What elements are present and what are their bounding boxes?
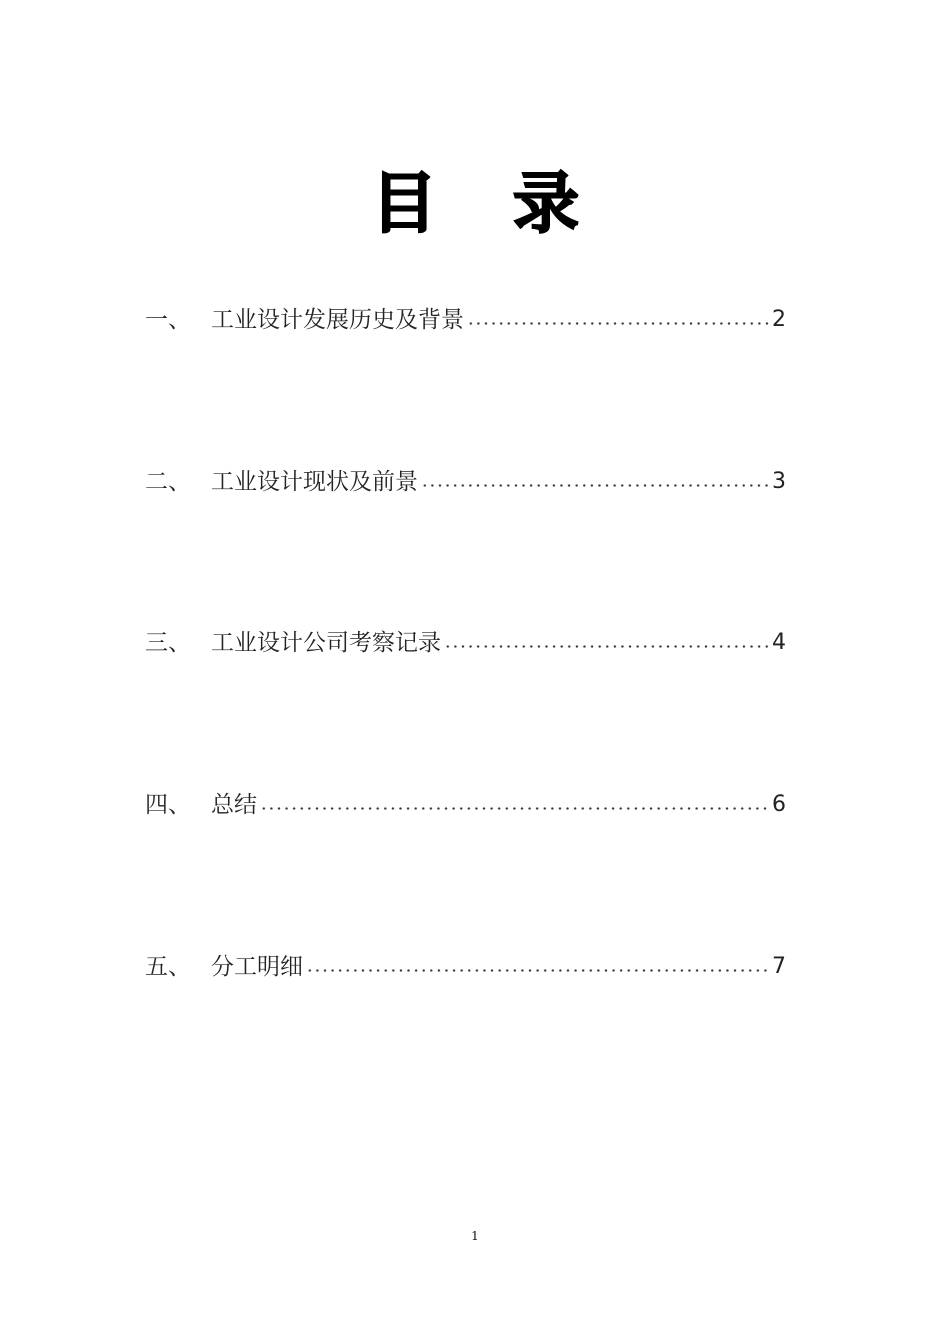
toc-entry-title: 工业设计现状及前景 (211, 469, 418, 495)
toc-leader-dots (465, 300, 771, 340)
toc-entry-title: 工业设计发展历史及背景 (211, 307, 464, 333)
toc-entry-2[interactable] (145, 462, 786, 502)
toc-entry-number: 一、 (145, 307, 191, 333)
page-title (0, 150, 950, 245)
toc-entry-number: 三、 (145, 630, 191, 656)
toc-leader-dots (258, 785, 771, 825)
toc-entry-page: 2 (772, 307, 786, 332)
toc-entry-page: 7 (772, 954, 786, 979)
toc-entry-3[interactable] (145, 623, 786, 663)
toc-entry-number: 五、 (145, 954, 191, 980)
toc-entry-title: 分工明细 (211, 954, 303, 980)
toc-leader-dots (419, 462, 771, 502)
title-char-2: 录 (513, 165, 579, 242)
toc-entry-4[interactable] (145, 785, 786, 825)
toc-entry-number: 四、 (145, 792, 191, 818)
page-number: 1 (471, 1229, 479, 1243)
title-char-1: 目 (371, 165, 437, 242)
toc-entry-title: 总结 (211, 792, 257, 818)
toc-leader-dots (304, 947, 771, 987)
toc-entry-5[interactable] (145, 947, 786, 987)
toc-entry-1[interactable] (145, 300, 786, 340)
toc-leader-dots (442, 623, 771, 663)
toc-entry-number: 二、 (145, 469, 191, 495)
toc-entry-page: 6 (772, 792, 786, 817)
toc-entry-page: 3 (772, 469, 786, 494)
toc-entry-title: 工业设计公司考察记录 (211, 630, 441, 656)
toc-entry-page: 4 (772, 630, 786, 655)
